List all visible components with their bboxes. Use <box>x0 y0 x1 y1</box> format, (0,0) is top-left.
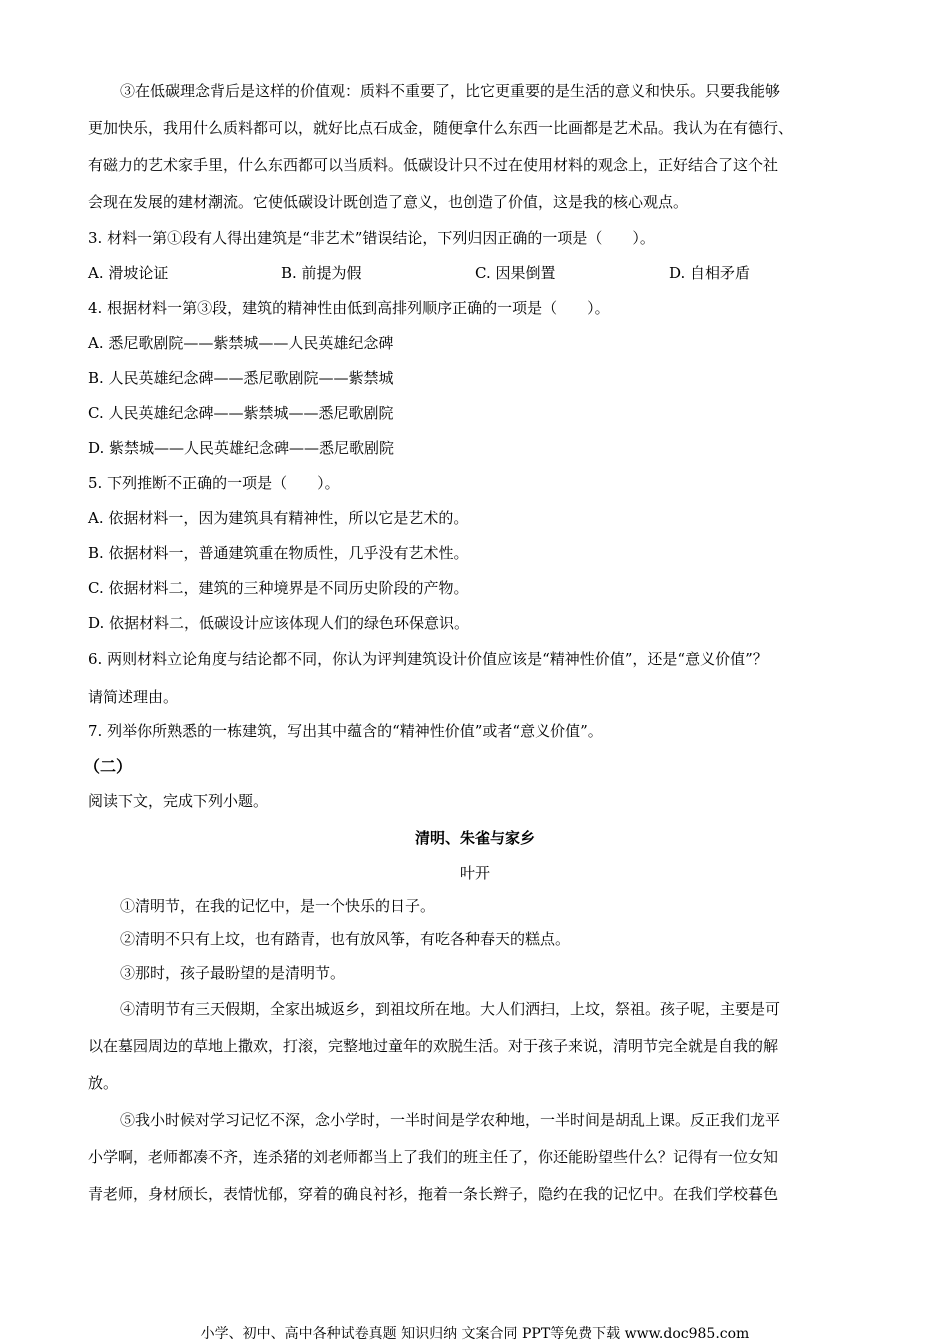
article-paragraph-cont: 小学啊，老师都凑不齐，连杀猪的刘老师都当上了我们的班主任了，你还能盼望些什么？记得有一位女知 <box>88 1148 779 1166</box>
article-paragraph: ②清明不只有上坟，也有踏青，也有放风筝，有吃各种春天的糕点。 <box>120 930 571 948</box>
section-instruction: 阅读下文，完成下列小题。 <box>88 792 269 810</box>
section-heading: （二） <box>84 757 133 776</box>
article-paragraph: ⑤我小时候对学习记忆不深，念小学时，一半时间是学农种地，一半时间是胡乱上课。反正我们龙平 <box>120 1111 781 1129</box>
page-footer: 小学、初中、高中各种试卷真题 知识归纳 文案合同 PPT等免费下载 www.doc985.com <box>200 1326 750 1342</box>
question-5-stem: 5. 下列推断不正确的一项是（ ）。 <box>88 474 340 492</box>
question-6-stem-cont: 请简述理由。 <box>88 688 179 706</box>
question-3-option-d: D. 自相矛盾 <box>669 264 751 282</box>
passage1-line: 有磁力的艺术家手里，什么东西都可以当质料。低碳设计只不过在使用材料的观念上，正好结合了这个社 <box>88 156 779 174</box>
article-paragraph-cont: 以在墓园周边的草地上撒欢，打滚，完整地过童年的欢脱生活。对于孩子来说，清明节完全就是自我的解 <box>88 1037 779 1055</box>
question-5-option-a: A. 依据材料一，因为建筑具有精神性，所以它是艺术的。 <box>88 509 469 527</box>
question-3-option-a: A. 滑坡论证 <box>88 264 169 282</box>
question-6-stem: 6. 两则材料立论角度与结论都不同，你认为评判建筑设计价值应该是“精神性价值”，还是“意义价值”？ <box>88 650 768 668</box>
passage1-line: ③在低碳理念背后是这样的价值观：质料不重要了，比它更重要的是生活的意义和快乐。只要我能够 <box>120 82 781 100</box>
question-5-option-c: C. 依据材料二，建筑的三种境界是不同历史阶段的产物。 <box>88 579 469 597</box>
question-7-stem: 7. 列举你所熟悉的一栋建筑，写出其中蕴含的“精神性价值”或者“意义价值”。 <box>88 722 603 740</box>
question-4-option-c: C. 人民英雄纪念碑——紫禁城——悉尼歌剧院 <box>88 404 394 422</box>
question-4-option-b: B. 人民英雄纪念碑——悉尼歌剧院——紫禁城 <box>88 369 394 387</box>
question-3-stem: 3. 材料一第①段有人得出建筑是“非艺术”错误结论，下列归因正确的一项是（ ）。 <box>88 229 655 247</box>
article-title: 清明、朱雀与家乡 <box>414 829 535 847</box>
question-4-stem: 4. 根据材料一第③段，建筑的精神性由低到高排列顺序正确的一项是（ ）。 <box>88 299 610 317</box>
article-paragraph: ①清明节，在我的记忆中，是一个快乐的日子。 <box>120 897 436 915</box>
question-5-option-d: D. 依据材料二，低碳设计应该体现人们的绿色环保意识。 <box>88 614 470 632</box>
article-paragraph: ③那时，孩子最盼望的是清明节。 <box>120 964 346 982</box>
article-author: 叶开 <box>459 864 490 882</box>
question-4-option-a: A. 悉尼歌剧院——紫禁城——人民英雄纪念碑 <box>88 334 394 352</box>
question-3-option-c: C. 因果倒置 <box>475 264 556 282</box>
article-paragraph-cont: 青老师，身材颀长，表情忧郁，穿着的确良衬衫，拖着一条长辫子，隐约在我的记忆中。在我们学校暮色 <box>88 1185 779 1203</box>
question-4-option-d: D. 紫禁城——人民英雄纪念碑——悉尼歌剧院 <box>88 439 395 457</box>
question-5-option-b: B. 依据材料一，普通建筑重在物质性，几乎没有艺术性。 <box>88 544 469 562</box>
question-3-option-b: B. 前提为假 <box>281 264 362 282</box>
article-paragraph: ④清明节有三天假期，全家出城返乡，到祖坟所在地。大人们洒扫，上坟，祭祖。孩子呢，主要是可 <box>120 1000 781 1018</box>
article-paragraph-cont: 放。 <box>88 1074 119 1092</box>
passage1-line: 更加快乐，我用什么质料都可以，就好比点石成金，随便拿什么东西一比画都是艺术品。我认为在有德行、 <box>88 119 794 137</box>
passage1-line: 会现在发展的建材潮流。它使低碳设计既创造了意义，也创造了价值，这是我的核心观点。 <box>88 193 689 211</box>
